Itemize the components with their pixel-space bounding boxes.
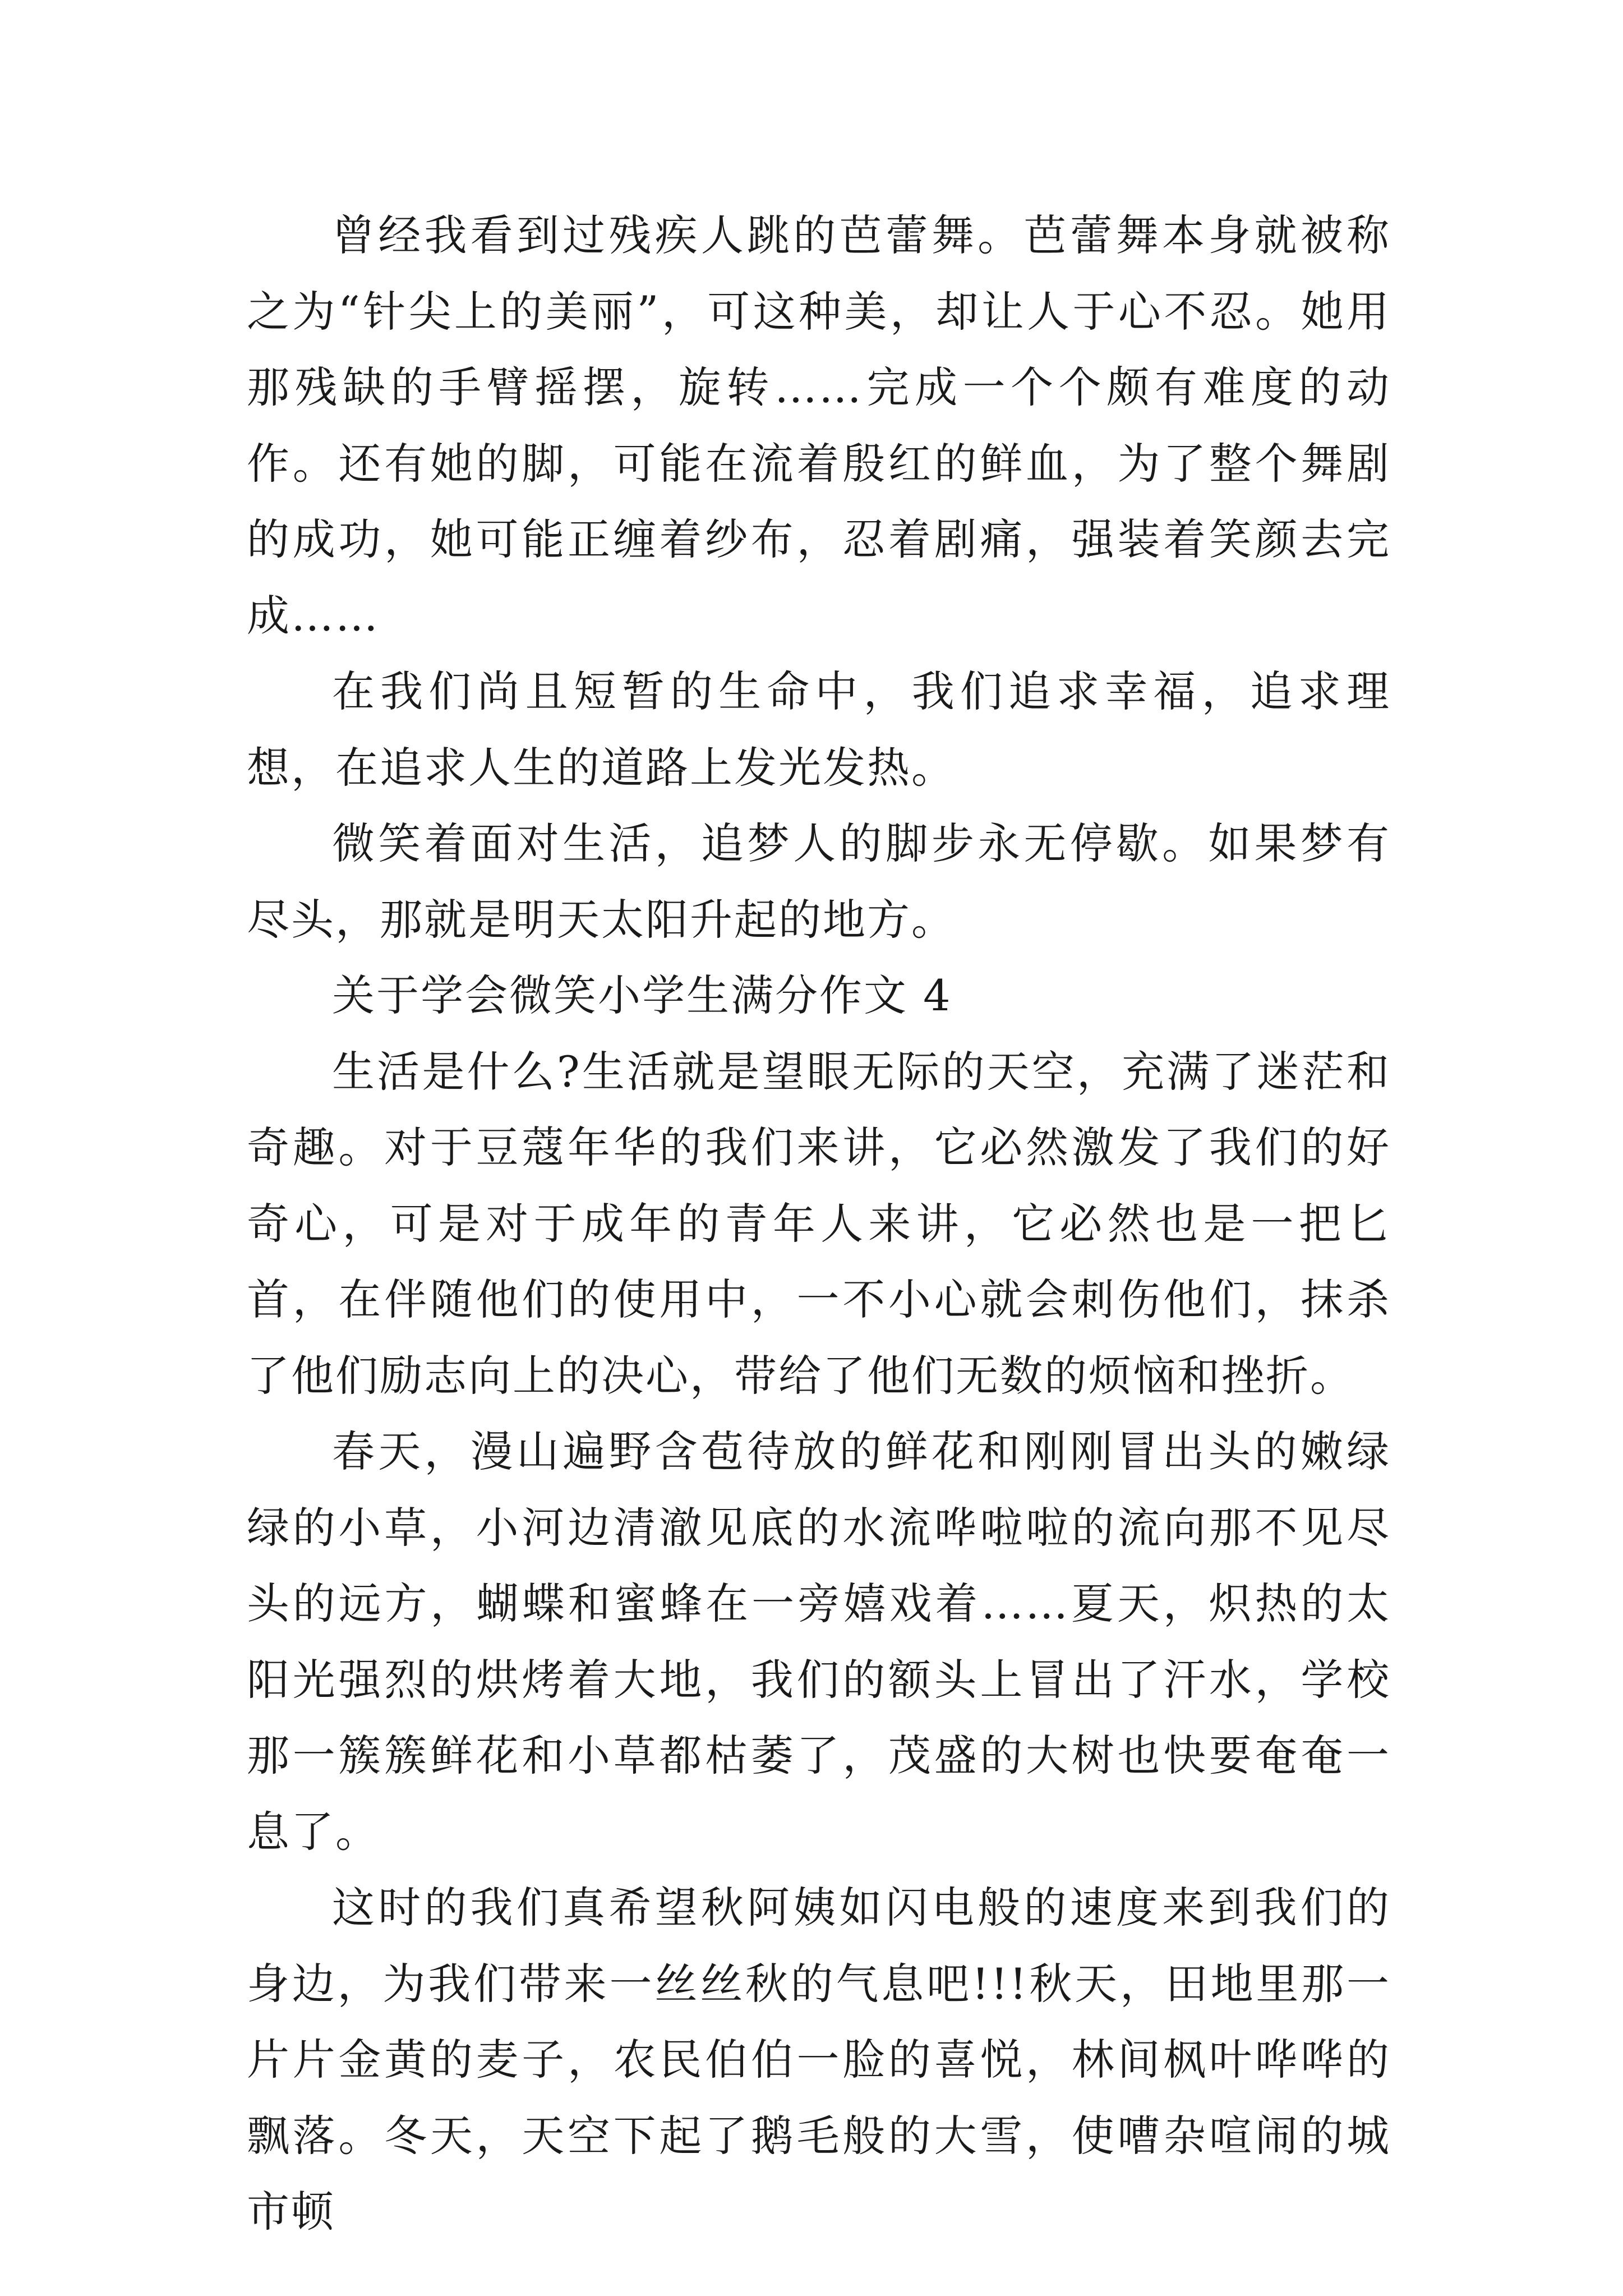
paragraph-spring-summer: 春天，漫山遍野含苞待放的鲜花和刚刚冒出头的嫩绿绿的小草，小河边清澈见底的水流哗啦啦的流向那不见尽头的远方，蝴蝶和蜜蜂在一旁嬉戏着……夏天，炽热的太阳光强烈的烘烤着大地，我们的额头上冒出了汗水，学校那一簇簇鲜花和小草都枯萎了，茂盛的大树也快要奄奄一息了。	[247, 1427, 1391, 1857]
paragraph-smile-dream: 微笑着面对生活，追梦人的脚步永无停歇。如果梦有尽头，那就是明天太阳升起的地方。	[247, 818, 1391, 945]
essay-title: 关于学会微笑小学生满分作文 4	[332, 970, 952, 1020]
paragraph-ballet: 曾经我看到过残疾人跳的芭蕾舞。芭蕾舞本身就被称之为“针尖上的美丽”，可这种美，却让人于心不忍。她用那残缺的手臂摇摆，旋转……完成一个个颇有难度的动作。还有她的脚，可能在流着殷红的鲜血，为了整个舞剧的成功，她可能正缠着纱布，忍着剧痛，强装着笑颜去完成……	[247, 210, 1391, 641]
paragraph-pursuit: 在我们尚且短暂的生命中，我们追求幸福，追求理想，在追求人生的道路上发光发热。	[247, 666, 1391, 793]
document-body	[247, 197, 1391, 2250]
paragraph-what-is-life: 生活是什么?生活就是望眼无际的天空，充满了迷茫和奇趣。对于豆蔻年华的我们来讲，它必然激发了我们的好奇心，可是对于成年的青年人来讲，它必然也是一把匕首，在伴随他们的使用中，一不小心就会刺伤他们，抹杀了他们励志向上的决心，带给了他们无数的烦恼和挫折。	[247, 1046, 1391, 1401]
paragraph-autumn-winter: 这时的我们真希望秋阿姨如闪电般的速度来到我们的身边，为我们带来一丝丝秋的气息吧!!!秋天，田地里那一片片金黄的麦子，农民伯伯一脸的喜悦，林间枫叶哗哗的飘落。冬天，天空下起了鹅毛般的大雪，使嘈杂喧闹的城市顿	[247, 1883, 1391, 2237]
